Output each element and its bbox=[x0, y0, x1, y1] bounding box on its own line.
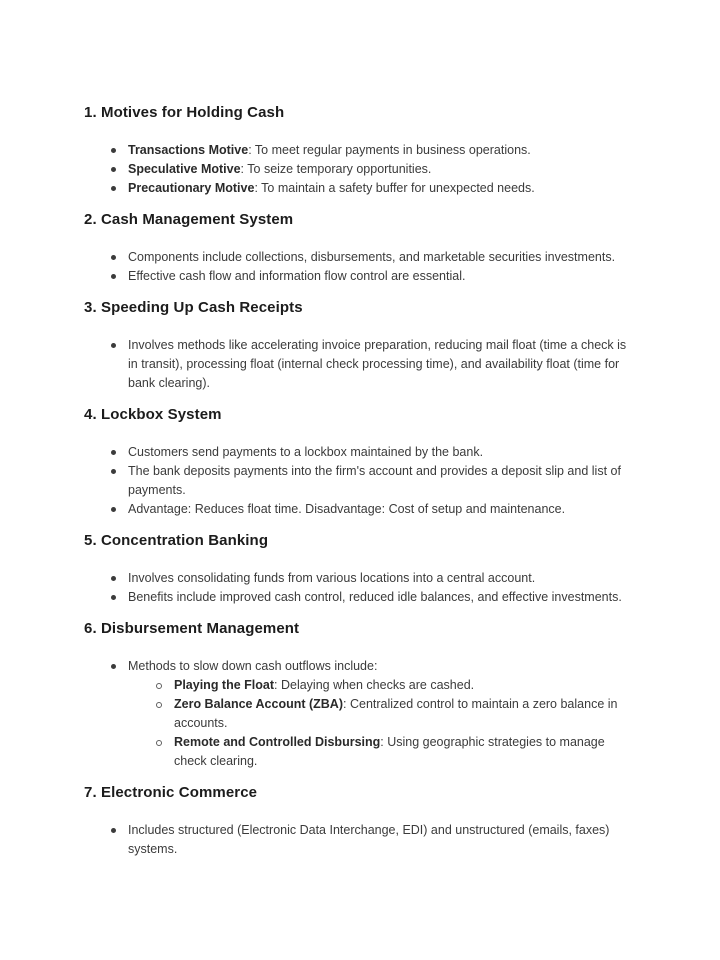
list-item-lead: Playing the Float bbox=[174, 678, 275, 692]
section-heading-electronic-commerce: 7. Electronic Commerce bbox=[84, 784, 258, 801]
list-item-text: Involves methods like accelerating invoice preparation, reducing mail float (time a check is in transit), processing float (internal check processing time), and availability float (time for bank clearing). bbox=[128, 338, 627, 390]
sub-list-item bbox=[174, 695, 637, 733]
list-item bbox=[128, 443, 637, 462]
list-item-text: Involves consolidating funds from various locations into a central account. bbox=[128, 571, 536, 585]
bullet-list bbox=[84, 657, 637, 771]
list-item-text: Customers send payments to a lockbox maintained by the bank. bbox=[128, 445, 484, 459]
list-item-text: Methods to slow down cash outflows include: bbox=[128, 659, 378, 673]
list-item bbox=[128, 500, 637, 519]
bullet-list bbox=[84, 336, 637, 393]
section-heading-cash-management-system: 2. Cash Management System bbox=[84, 211, 294, 228]
list-item-text: Includes structured (Electronic Data Interchange, EDI) and unstructured (emails, faxes) systems. bbox=[128, 823, 610, 856]
list-item bbox=[128, 462, 637, 500]
section-heading-speeding-up-cash-receipts: 3. Speeding Up Cash Receipts bbox=[84, 299, 303, 316]
sub-list-item bbox=[174, 676, 637, 695]
bullet-list bbox=[84, 443, 637, 519]
bullet-list bbox=[84, 141, 637, 198]
list-item bbox=[128, 179, 637, 198]
list-item bbox=[128, 657, 637, 771]
list-item bbox=[128, 248, 637, 267]
bullet-list bbox=[84, 569, 637, 607]
list-item-text: Components include collections, disbursements, and marketable securities investments. bbox=[128, 250, 616, 264]
section-heading-concentration-banking: 5. Concentration Banking bbox=[84, 532, 269, 549]
list-item-lead: Transactions Motive bbox=[128, 143, 249, 157]
list-item-text: : To seize temporary opportunities. bbox=[240, 162, 432, 176]
list-item bbox=[128, 336, 637, 393]
list-item-lead: Speculative Motive bbox=[128, 162, 241, 176]
list-item bbox=[128, 821, 637, 859]
list-item-text: Advantage: Reduces float time. Disadvantage: Cost of setup and maintenance. bbox=[128, 502, 566, 516]
list-item-lead: Remote and Controlled Disbursing bbox=[174, 735, 381, 749]
list-item bbox=[128, 569, 637, 588]
list-item bbox=[128, 160, 637, 179]
sub-list-item bbox=[174, 733, 637, 771]
bullet-list bbox=[84, 248, 637, 286]
sub-bullet-list bbox=[128, 676, 637, 771]
list-item-lead: Precautionary Motive bbox=[128, 181, 255, 195]
section-heading-lockbox-system: 4. Lockbox System bbox=[84, 406, 222, 423]
list-item-text: Benefits include improved cash control, reduced idle balances, and effective investments. bbox=[128, 590, 622, 604]
list-item-text: : Using geographic strategies to manage check clearing. bbox=[174, 735, 605, 768]
list-item-text: : Centralized control to maintain a zero balance in accounts. bbox=[174, 697, 618, 730]
section-heading-motives: 1. Motives for Holding Cash bbox=[84, 104, 285, 121]
list-item-text: : To meet regular payments in business operations. bbox=[248, 143, 531, 157]
list-item bbox=[128, 588, 637, 607]
list-item-lead: Zero Balance Account (ZBA) bbox=[174, 697, 344, 711]
list-item bbox=[128, 141, 637, 160]
list-item bbox=[128, 267, 637, 286]
section-heading-disbursement-management: 6. Disbursement Management bbox=[84, 620, 300, 637]
list-item-text: Effective cash flow and information flow control are essential. bbox=[128, 269, 466, 283]
bullet-list bbox=[84, 821, 637, 859]
list-item-text: : Delaying when checks are cashed. bbox=[274, 678, 475, 692]
list-item-text: : To maintain a safety buffer for unexpected needs. bbox=[254, 181, 535, 195]
list-item-text: The bank deposits payments into the firm's account and provides a deposit slip and list of payments. bbox=[128, 464, 621, 497]
